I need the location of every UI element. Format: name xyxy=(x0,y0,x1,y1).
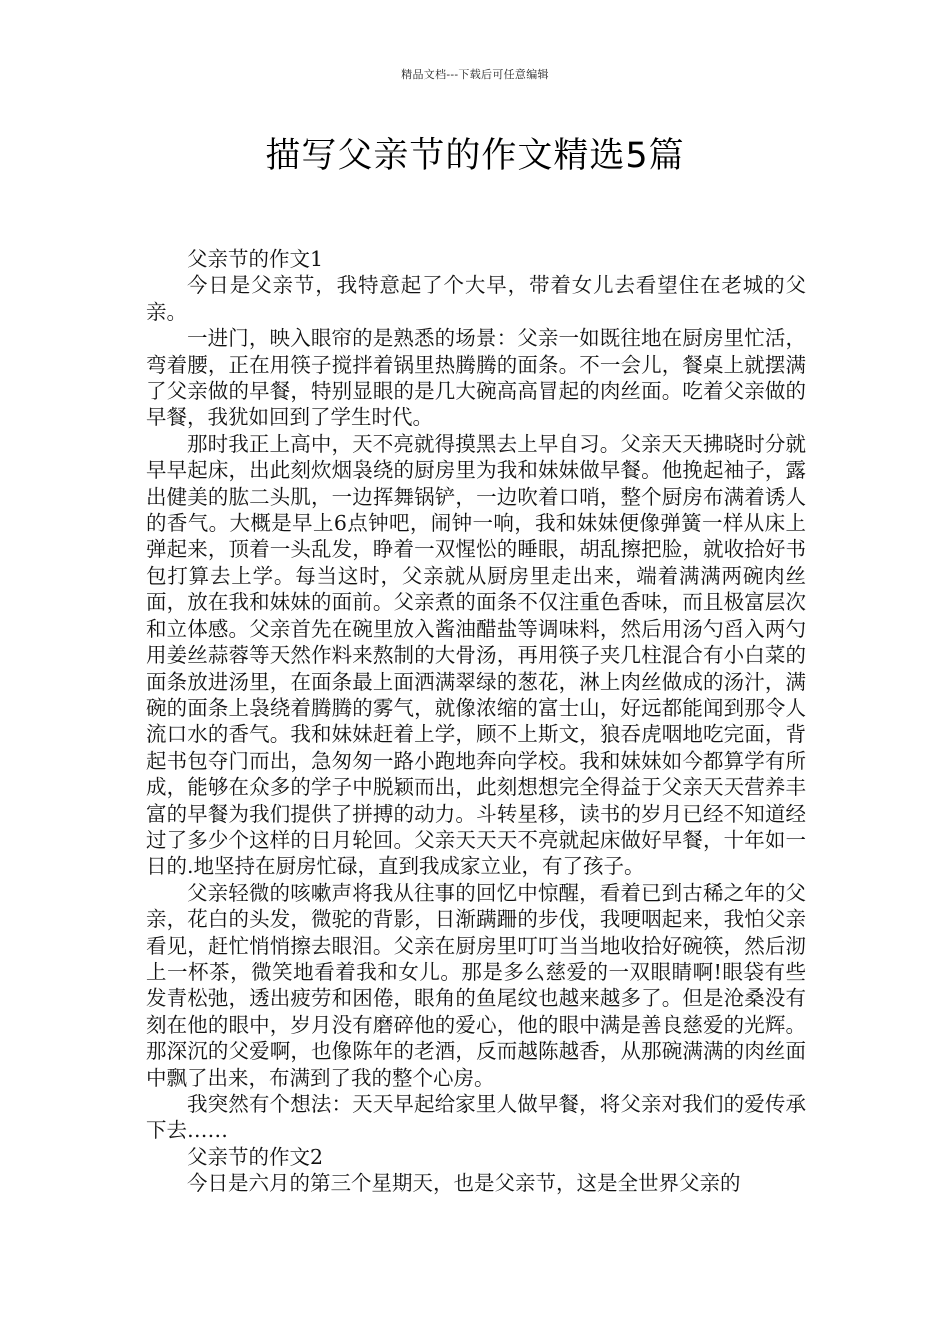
document-title: 描写父亲节的作文精选5篇 xyxy=(265,136,685,176)
paragraph: 那时我正上高中，天不亮就得摸黑去上早自习。父亲天天拂晓时分就早早起床，出此刻炊烟袅绕的厨房里为我和妹妹做早餐。他挽起袖子，露出健美的肱二头肌，一边挥舞锅铲，一边吹着口哨，整个厨房布满着诱人的香气。大概是早上6点钟吧，闹钟一响，我和妹妹便像弹簧一样从床上弹起来，顶着一头乱发，睁着一双惺忪的睡眼，胡乱擦把脸，就收拾好书包打算去上学。每当这时，父亲就从厨房里走出来，端着满满两碗肉丝面，放在我和妹妹的面前。父亲煮的面条不仅注重色香味，而且极富层次和立体感。父亲首先在碗里放入酱油醋盐等调味料，然后用汤勺舀入两勺用姜丝蒜蓉等天然作料来熬制的大骨汤，再用筷子夹几柱混合有小白菜的面条放进汤里，在面条最上面洒满翠绿的葱花，淋上肉丝做成的汤汁，满碗的面条上袅绕着腾腾的雾气，就像浓缩的富士山，好远都能闻到那令人流口水的香气。我和妹妹赶着上学，顾不上斯文，狼吞虎咽地吃完面，背起书包夺门而出，急匆匆一路小跑地奔向学校。我和妹妹如今都算学有所成，能够在众多的学子中脱颖而出，此刻想想完全得益于父亲天天营养丰富的早餐为我们提供了拼搏的动力。斗转星移，读书的岁月已经不知道经过了多少个这样的日月轮回。父亲天天天不亮就起床做好早餐，十年如一日的.地坚持在厨房忙碌，直到我成家立业，有了孩子。 xyxy=(146,431,806,879)
header-note: 精品文档---下载后可任意编辑 xyxy=(401,68,549,81)
paragraph: 今日是六月的第三个星期天，也是父亲节，这是全世界父亲的 xyxy=(187,1171,741,1196)
paragraph: 今日是父亲节，我特意起了个大早，带着女儿去看望住在老城的父亲。 xyxy=(146,273,806,324)
paragraph: 一进门，映入眼帘的是熟悉的场景：父亲一如既往地在厨房里忙活，弯着腰，正在用筷子搅拌着锅里热腾腾的面条。不一会儿，餐桌上就摆满了父亲做的早餐，特别显眼的是几大碗高高冒起的肉丝面。吃着父亲做的早餐，我犹如回到了学生时代。 xyxy=(146,326,806,430)
document-body xyxy=(146,246,806,1197)
section-heading: 父亲节的作文1 xyxy=(187,247,324,271)
section-heading: 父亲节的作文2 xyxy=(187,1144,324,1169)
paragraph: 父亲轻微的咳嗽声将我从往事的回忆中惊醒，看着已到古稀之年的父亲，花白的头发，微驼的背影，日渐蹒跚的步伐，我哽咽起来，我怕父亲看见，赶忙悄悄擦去眼泪。父亲在厨房里叮叮当当地收拾好碗筷，然后沏上一杯茶，微笑地看着我和女儿。那是多么慈爱的一双眼睛啊!眼袋有些发青松弛，透出疲劳和困倦，眼角的鱼尾纹也越来越多了。但是沧桑没有刻在他的眼中，岁月没有磨碎他的爱心，他的眼中满是善良慈爱的光辉。那深沉的父爱啊，也像陈年的老酒，反而越陈越香，从那碗满满的肉丝面中飘了出来，布满到了我的整个心房。 xyxy=(146,880,806,1090)
paragraph: 我突然有个想法：天天早起给家里人做早餐，将父亲对我们的爱传承下去…… xyxy=(146,1092,806,1143)
